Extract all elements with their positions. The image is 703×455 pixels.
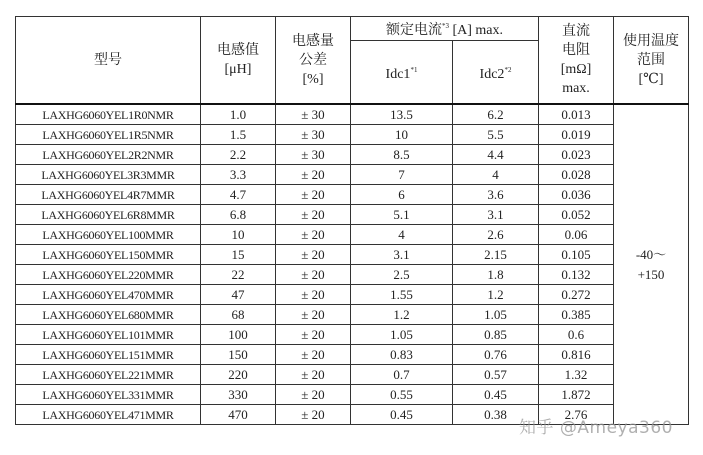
table-row	[16, 385, 689, 405]
header-dcr	[539, 17, 614, 105]
cell-inductance: 47	[201, 285, 276, 305]
header-unit: [A] max.	[452, 23, 504, 38]
cell-tolerance: ± 20	[276, 165, 351, 185]
cell-idc1: 7	[351, 165, 453, 185]
cell-inductance: 150	[201, 345, 276, 365]
cell-idc1: 0.45	[351, 405, 453, 425]
header-temp	[614, 17, 689, 105]
cell-dcr: 0.272	[539, 285, 614, 305]
cell-idc1: 0.7	[351, 365, 453, 385]
cell-idc1: 1.2	[351, 305, 453, 325]
header-rated-current	[351, 17, 539, 41]
cell-inductance: 15	[201, 245, 276, 265]
table-row	[16, 165, 689, 185]
cell-tolerance: ± 20	[276, 285, 351, 305]
table-row	[16, 325, 689, 345]
cell-dcr: 0.385	[539, 305, 614, 325]
header-line: 电感值	[217, 43, 259, 58]
cell-dcr: 0.019	[539, 125, 614, 145]
cell-idc1: 13.5	[351, 104, 453, 125]
cell-tolerance: ± 30	[276, 125, 351, 145]
cell-inductance: 1.0	[201, 104, 276, 125]
cell-dcr: 0.036	[539, 185, 614, 205]
cell-tolerance: ± 20	[276, 345, 351, 365]
cell-idc2: 0.38	[453, 405, 539, 425]
header-inductance	[201, 17, 276, 105]
temp-range-line: -40～	[635, 246, 667, 262]
cell-inductance: 4.7	[201, 185, 276, 205]
temp-range-line: +150	[637, 266, 665, 282]
table-row	[16, 265, 689, 285]
cell-inductance: 1.5	[201, 125, 276, 145]
cell-idc2: 0.85	[453, 325, 539, 345]
header-line: 直流	[562, 24, 590, 39]
table-row	[16, 205, 689, 225]
footnote-mark: *2	[504, 65, 512, 74]
header-line: [mΩ]	[560, 62, 592, 77]
cell-model: LAXHG6060YEL101MMR	[16, 325, 201, 345]
cell-idc1: 5.1	[351, 205, 453, 225]
cell-idc1: 0.55	[351, 385, 453, 405]
cell-model: LAXHG6060YEL1R0NMR	[16, 104, 201, 125]
cell-idc1: 6	[351, 185, 453, 205]
cell-dcr: 0.06	[539, 225, 614, 245]
cell-dcr: 2.76	[539, 405, 614, 425]
cell-tolerance: ± 20	[276, 365, 351, 385]
cell-dcr: 0.132	[539, 265, 614, 285]
cell-temp-range	[614, 104, 689, 425]
cell-inductance: 3.3	[201, 165, 276, 185]
cell-model: LAXHG6060YEL220MMR	[16, 265, 201, 285]
cell-tolerance: ± 20	[276, 265, 351, 285]
header-line: 范围	[637, 52, 665, 68]
cell-dcr: 0.816	[539, 345, 614, 365]
cell-idc2: 3.6	[453, 185, 539, 205]
cell-inductance: 100	[201, 325, 276, 345]
header-line: 电阻	[562, 43, 590, 58]
cell-tolerance: ± 20	[276, 405, 351, 425]
table-row	[16, 225, 689, 245]
cell-model: LAXHG6060YEL680MMR	[16, 305, 201, 325]
cell-tolerance: ± 30	[276, 145, 351, 165]
cell-idc2: 6.2	[453, 104, 539, 125]
table-row	[16, 365, 689, 385]
table-row	[16, 145, 689, 165]
cell-idc1: 3.1	[351, 245, 453, 265]
cell-idc1: 10	[351, 125, 453, 145]
cell-model: LAXHG6060YEL6R8MMR	[16, 205, 201, 225]
header-line: [%]	[302, 71, 324, 87]
cell-dcr: 0.052	[539, 205, 614, 225]
cell-dcr: 0.023	[539, 145, 614, 165]
cell-tolerance: ± 20	[276, 325, 351, 345]
cell-idc2: 2.15	[453, 245, 539, 265]
cell-tolerance: ± 20	[276, 185, 351, 205]
header-idc1	[351, 41, 453, 105]
header-line: max.	[562, 81, 590, 96]
table-row	[16, 285, 689, 305]
spec-table	[15, 16, 689, 425]
cell-model: LAXHG6060YEL151MMR	[16, 345, 201, 365]
cell-idc2: 2.6	[453, 225, 539, 245]
cell-model: LAXHG6060YEL470MMR	[16, 285, 201, 305]
cell-idc2: 4	[453, 165, 539, 185]
cell-inductance: 330	[201, 385, 276, 405]
cell-inductance: 10	[201, 225, 276, 245]
cell-model: LAXHG6060YEL331MMR	[16, 385, 201, 405]
cell-idc1: 8.5	[351, 145, 453, 165]
cell-model: LAXHG6060YEL3R3MMR	[16, 165, 201, 185]
cell-dcr: 0.6	[539, 325, 614, 345]
table-row	[16, 125, 689, 145]
cell-idc2: 0.57	[453, 365, 539, 385]
cell-tolerance: ± 20	[276, 245, 351, 265]
cell-idc2: 1.05	[453, 305, 539, 325]
cell-model: LAXHG6060YEL4R7MMR	[16, 185, 201, 205]
table-row	[16, 305, 689, 325]
table-row	[16, 104, 689, 125]
cell-idc2: 0.76	[453, 345, 539, 365]
cell-inductance: 470	[201, 405, 276, 425]
cell-idc1: 2.5	[351, 265, 453, 285]
header-model: 型号	[16, 17, 201, 105]
cell-idc2: 5.5	[453, 125, 539, 145]
cell-model: LAXHG6060YEL2R2NMR	[16, 145, 201, 165]
footnote-mark: *3	[441, 22, 449, 30]
watermark: 知乎 @Ameya360	[519, 418, 673, 438]
header-text: 额定电流	[385, 23, 442, 38]
cell-tolerance: ± 20	[276, 205, 351, 225]
cell-model: LAXHG6060YEL150MMR	[16, 245, 201, 265]
cell-tolerance: ± 20	[276, 305, 351, 325]
header-line: 公差	[299, 52, 327, 68]
table-row	[16, 345, 689, 365]
cell-model: LAXHG6060YEL471MMR	[16, 405, 201, 425]
cell-dcr: 1.32	[539, 365, 614, 385]
cell-inductance: 22	[201, 265, 276, 285]
header-text: Idc2	[479, 66, 505, 82]
cell-inductance: 68	[201, 305, 276, 325]
cell-idc2: 1.8	[453, 265, 539, 285]
cell-idc1: 1.05	[351, 325, 453, 345]
cell-idc2: 3.1	[453, 205, 539, 225]
cell-dcr: 0.105	[539, 245, 614, 265]
table-row	[16, 245, 689, 265]
cell-dcr: 0.013	[539, 104, 614, 125]
cell-idc1: 1.55	[351, 285, 453, 305]
cell-tolerance: ± 20	[276, 385, 351, 405]
cell-inductance: 220	[201, 365, 276, 385]
cell-tolerance: ± 30	[276, 104, 351, 125]
cell-idc2: 4.4	[453, 145, 539, 165]
header-text: Idc1	[385, 66, 411, 82]
cell-idc2: 0.45	[453, 385, 539, 405]
header-tolerance	[276, 17, 351, 105]
header-line: [℃]	[638, 71, 664, 87]
cell-model: LAXHG6060YEL221MMR	[16, 365, 201, 385]
header-line: [μH]	[224, 62, 252, 77]
cell-idc1: 4	[351, 225, 453, 245]
cell-tolerance: ± 20	[276, 225, 351, 245]
cell-idc2: 1.2	[453, 285, 539, 305]
header-line: 使用温度	[623, 33, 679, 49]
cell-dcr: 0.028	[539, 165, 614, 185]
cell-dcr: 1.872	[539, 385, 614, 405]
header-line: 电感量	[292, 33, 334, 49]
table-row	[16, 185, 689, 205]
cell-idc1: 0.83	[351, 345, 453, 365]
header-idc2	[453, 41, 539, 105]
footnote-mark: *1	[410, 65, 418, 74]
cell-model: LAXHG6060YEL100MMR	[16, 225, 201, 245]
cell-inductance: 2.2	[201, 145, 276, 165]
cell-inductance: 6.8	[201, 205, 276, 225]
cell-model: LAXHG6060YEL1R5NMR	[16, 125, 201, 145]
